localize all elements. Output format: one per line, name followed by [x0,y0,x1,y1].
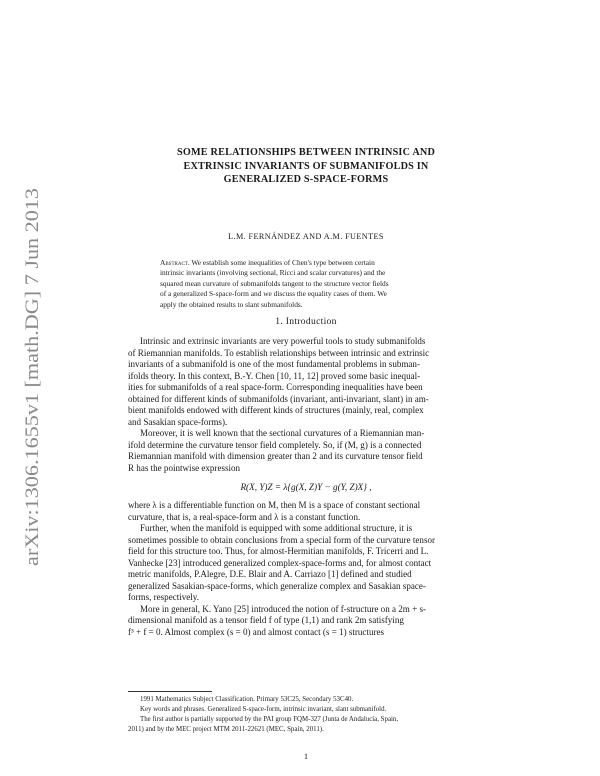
body-line: Further, when the manifold is equipped with some additional structure, it is [140,523,413,533]
title-line: GENERALIZED S-SPACE-FORMS [223,174,389,185]
body-line: dimensional manifold as a tensor field f of type (1,1) and rank 2m satisfying [128,615,404,625]
body-line: Intrinsic and extrinsic invariants are very powerful tools to study submanifolds [140,336,426,346]
arxiv-id: arXiv:1306.1655v1 [math.DG] 7 Jun 2013 [22,241,43,566]
abstract-label: Abstract. [160,258,190,267]
title-line: SOME RELATIONSHIPS BETWEEN INTRINSIC AND [176,147,436,158]
equation: R(X, Y)Z = λ{g(X, Z)Y − g(Y, Z)X} , [240,482,372,492]
body-line: ifold determine the curvature tensor field completely. So, if (M, g) is a connected [128,439,422,450]
abstract-line: squared mean curvature of submanifolds tangent to the structure vector fields [160,278,389,288]
section-heading: 1. Introduction [275,316,337,327]
body-line: f³ + f = 0. Almost complex (s = 0) and almost contact (s = 1) structures [128,626,385,637]
body-line: R has the pointwise expression [128,462,241,473]
body-line: Riemannian manifold with dimension greater than 2 and its curvature tensor field [128,451,423,461]
arxiv-sidebar-stamp [8,186,48,566]
paper-title [140,146,472,187]
body-text [128,336,484,638]
body-line: field for this structure too. Thus, for almost-Hermitian manifolds, F. Tricerri and L. [128,546,429,556]
footnotes [128,695,484,735]
title-line: EXTRINSIC INVARIANTS OF SUBMANIFOLDS IN [183,160,429,172]
body-line: ities for submanifolds of a real space-form. Corresponding inequalities have been [128,382,423,392]
body-line: bient manifolds endowed with different kinds of structures (mainly, real, complex [128,405,424,415]
body-line: forms, respectively. [128,592,200,602]
body-line: and Sasakian space-forms). [128,416,228,427]
abstract-line: Abstract. We establish some inequalities of Chen's type between certain [160,258,375,267]
body-line: generalized Sasakian-space-forms, which generalize complex and Sasakian space- [128,580,426,591]
footnote-line: The first author is partially supported by the PAI group FQM-327 (Junta de Andalucía, Spain, [140,715,399,723]
body-line: of Riemannian manifolds. To establish relationships between intrinsic and extrinsic [128,347,430,358]
body-line: ifolds theory. In this context, B.-Y. Chen [10, 11, 12] proved some basic inequal- [128,370,421,381]
footnote-line: 2011) and by the MEC project MTM 2011-22621 (MEC, Spain, 2011). [128,725,324,733]
body-line: invariants of a submanifold is one of the most fundamental problems in subman- [128,359,420,369]
abstract-line: apply the obtained results to slant submanifolds. [160,299,303,309]
footnote-rule [128,691,212,692]
arxiv-stamp-svg [8,186,48,566]
footnote-line: Key words and phrases. Generalized S-space-form, intrinsic invariant, slant submanifold. [140,705,387,713]
footnote-line: 1991 Mathematics Subject Classification. Primary 53C25, Secondary 53C40. [140,696,354,703]
body-line: More in general, K. Yano [25] introduced the notion of f-structure on a 2m + s- [140,603,426,614]
abstract-line: of a generalized S-space-form and we discuss the equality cases of them. We [160,289,387,299]
body-line: sometimes possible to obtain conclusions from a special form of the curvature tensor [128,534,436,545]
abstract [160,258,452,310]
body-line: where λ is a differentiable function on M, then M is a space of constant sectional [128,500,421,510]
paper-authors: L.M. FERNÁNDEZ AND A.M. FUENTES [228,232,384,241]
body-line: obtained for different kinds of submanifolds (invariant, anti-invariant, slant) in am- [128,393,429,404]
body-line: Vanhecke [23] introduced generalized complex-space-forms and, for almost contact [128,557,432,568]
body-line: Moreover, it is well known that the sectional curvatures of a Riemannian man- [140,428,425,438]
page-number: 1 [304,752,308,761]
body-line: curvature, that is, a real-space-form and λ is a constant function. [128,511,361,522]
body-line: metric manifolds, P.Alegre, D.E. Blair and A. Carriazo [1] defined and studied [128,569,412,579]
abstract-line: intrinsic invariants (involving sectional, Ricci and scalar curvatures) and the [160,268,386,278]
